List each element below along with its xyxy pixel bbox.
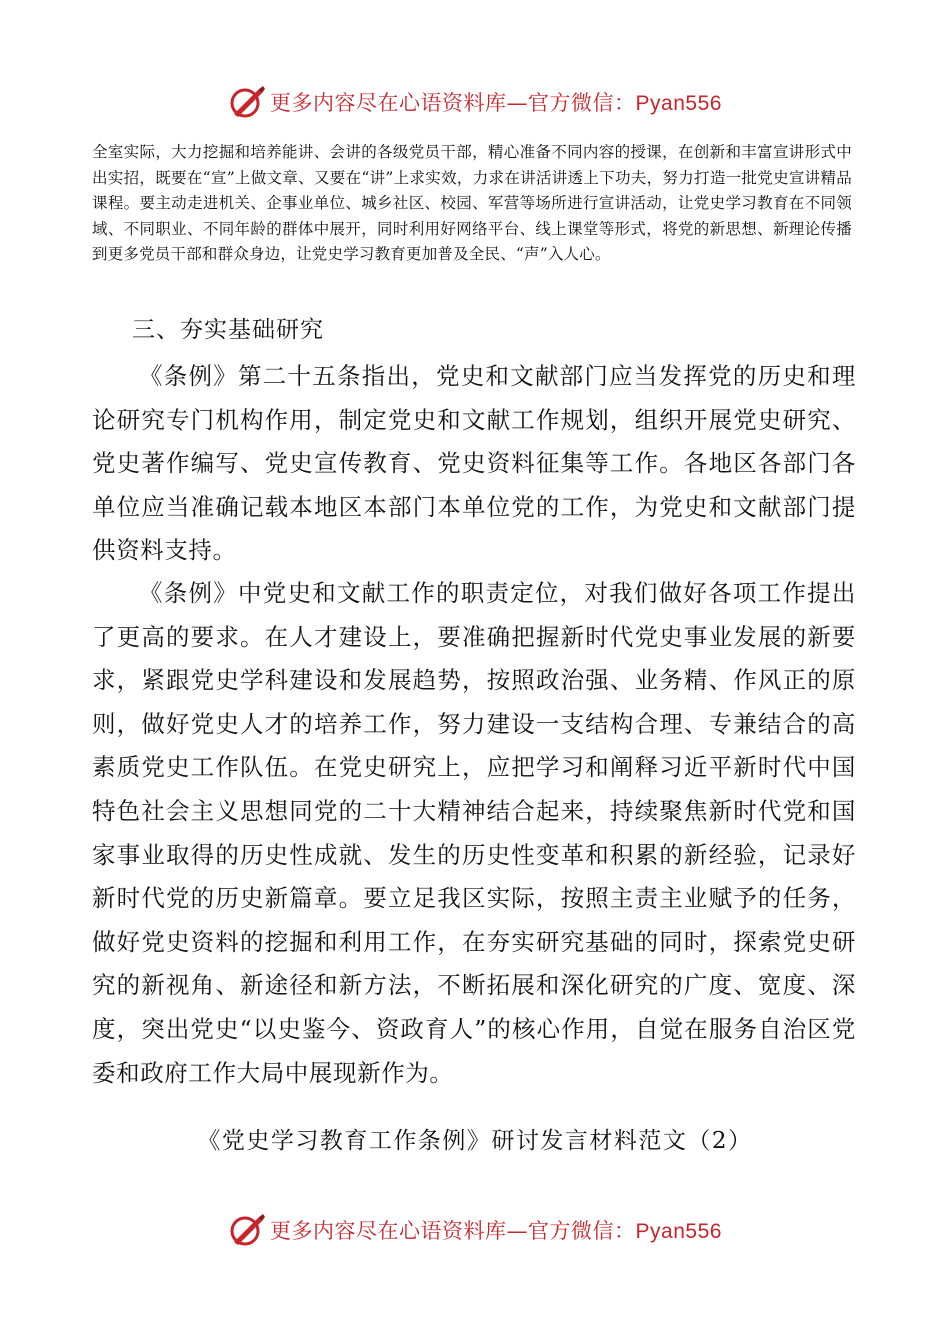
watermark-text: 更多内容尽在心语资料库—官方微信： — [270, 91, 636, 115]
watermark-banner-bottom — [0, 1210, 950, 1250]
pen-logo-icon — [228, 1212, 266, 1248]
intro-paragraph: 全室实际，大力挖掘和培养能讲、会讲的各级党员干部，精心准备不同内容的授课，在创新和丰富宣讲形式中出实招，既要在“宣”上做文章、又要在“讲”上求实效，力求在讲活讲透上下功夫，努力打造一批党史宣讲精品课程。要主动走进机关、企事业单位、城乡社区、校园、军营等场所进行宣讲活动，让党史学习教育在不同领域、不同职业、不同年龄的群体中展开，同时利用好网络平台、线上课堂等形式，将党的新思想、新理论传播到更多党员干部和群众身边，让党史学习教育更加普及全民、“声”入人心。 — [92, 143, 852, 263]
section-heading: 三、夯实基础研究 — [132, 317, 324, 343]
paragraph-1: 《条例》第二十五条指出，党史和文献部门应当发挥党的历史和理论研究专门机构作用，制定党史和文献工作规划，组织开展党史研究、党史著作编写、党史宣传教育、党史资料征集等工作。各地区各部门各单位应当准确记载本地区本部门本单位党的工作，为党史和文献部门提供资料支持。 — [92, 362, 856, 565]
next-document-title: 《党史学习教育工作条例》研讨发言材料范文（2） — [197, 1128, 753, 1154]
paragraph-2: 《条例》中党史和文献工作的职责定位，对我们做好各项工作提出了更高的要求。在人才建设上，要准确把握新时代党史事业发展的新要求，紧跟党史学科建设和发展趋势，按照政治强、业务精、作风正的原则，做好党史人才的培养工作，努力建设一支结构合理、专兼结合的高素质党史工作队伍。在党史研究上，应把学习和阐释习近平新时代中国特色社会主义思想同党的二十大精神结合起来，持续聚焦新时代党和国家事业取得的历史性成就、发生的历史性变革和积累的新经验，记录好新时代党的历史新篇章。要立足我区实际，按照主责主业赋予的任务，做好党史资料的挖掘和利用工作，在夯实研究基础的同时，探索党史研究的新视角、新途径和新方法，不断拓展和深化研究的广度、宽度、深度，突出党史“以史鉴今、资政育人”的核心作用，自觉在服务自治区党委和政府工作大局中展现新作为。 — [92, 579, 856, 1087]
watermark-text: 更多内容尽在心语资料库—官方微信： — [270, 1219, 636, 1243]
pen-logo-icon — [228, 84, 266, 120]
watermark-handle: Pyan556 — [635, 1220, 722, 1243]
watermark-banner-top — [0, 82, 950, 122]
watermark-handle: Pyan556 — [635, 92, 722, 115]
